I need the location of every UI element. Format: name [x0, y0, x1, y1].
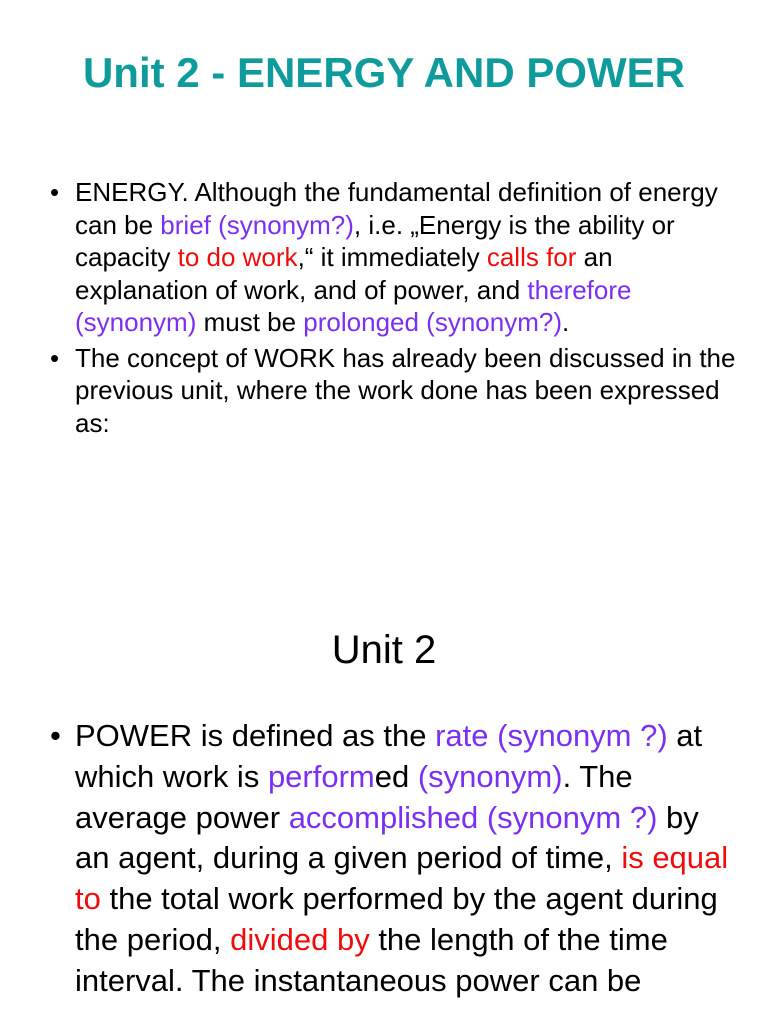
highlight-red-text: is equal to: [75, 840, 729, 917]
bullet-dot-icon: •: [50, 718, 61, 753]
text-run: The concept of WORK has already been discussed in the previous unit, where the work done has been expressed as:: [75, 342, 736, 438]
slide-title: Unit 2: [331, 628, 437, 672]
text-run: . The average power: [75, 758, 633, 835]
text-run: .: [562, 307, 570, 337]
text-run: the length of the time interval. The instantaneous power can be: [75, 921, 668, 998]
text-run: must be: [196, 307, 304, 337]
text-run: POWER is defined as the: [75, 718, 436, 753]
text-run: , i.e. „Energy is the ability or capacity: [75, 209, 675, 272]
text-run: the total work performed by the agent during the period,: [75, 881, 718, 957]
text-run: ed: [374, 758, 418, 794]
slide-title: Unit 2 - ENERGY AND POWER: [82, 49, 686, 96]
text-run: ,“ it immediately: [297, 242, 487, 272]
bullet-item-work: [50, 342, 740, 440]
highlight-purple-text: accomplished (synonym ?): [288, 799, 658, 835]
bullet-text: [75, 343, 735, 438]
bullet-item-energy: [50, 176, 740, 339]
highlight-purple-text: prolonged (synonym?): [303, 307, 562, 337]
bullet-text: [75, 718, 728, 998]
highlight-purple-text: perform: [267, 758, 375, 794]
highlight-purple-text: brief (synonym?): [160, 209, 354, 240]
bullet-item-power: [50, 716, 740, 1002]
highlight-purple-text: (synonym): [417, 758, 563, 794]
highlight-red-text: calls for: [486, 242, 577, 272]
bullet-dot-icon: •: [50, 342, 60, 373]
text-run: at which work is: [75, 718, 703, 794]
bullet-text: [75, 177, 718, 337]
text-run: an explanation of work, and of power, and: [75, 242, 613, 305]
highlight-red-text: divided by: [230, 921, 370, 957]
highlight-red-text: to do work: [177, 242, 298, 272]
highlight-purple-text: therefore (synonym): [75, 274, 632, 337]
highlight-purple-text: rate (synonym ?): [435, 718, 668, 753]
slide-unit-2: [0, 560, 768, 1024]
text-run: by an agent, during a given period of time,: [75, 799, 699, 876]
text-run: ENERGY. Although the fundamental definition of energy can be: [75, 177, 718, 240]
bullet-list: [50, 176, 740, 439]
bullet-list: [50, 716, 740, 1002]
bullet-dot-icon: •: [50, 177, 60, 207]
